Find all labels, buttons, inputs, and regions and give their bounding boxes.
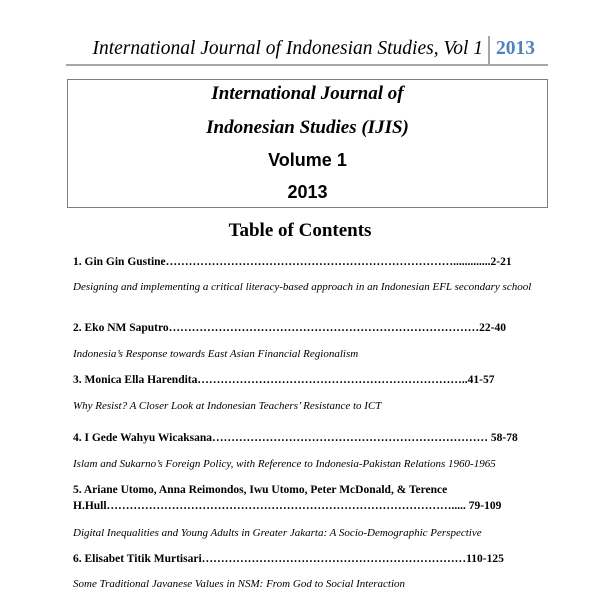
toc-entry-2: 2. Eko NM Saputro………………………………………………………………………22-40 [73, 322, 506, 334]
toc-entry-5-title: Digital Inequalities and Young Adults in Greater Jakarta: A Socio-Demographic Perspective [73, 527, 482, 539]
toc-entry-4: 4. I Gede Wahyu Wicaksana……………………………………………………………… 58-78 [73, 432, 518, 444]
toc-entry-4-title: Islam and Sukarno’s Foreign Policy, with Reference to Indonesia-Pakistan Relations 1960-1965 [73, 458, 496, 470]
header-rule [66, 64, 548, 66]
toc-entry-6-title: Some Traditional Javanese Values in NSM: From God to Social Interaction [73, 578, 405, 590]
toc-entry-1: 1. Gin Gin Gustine………………………………………………………………….............2-21 [73, 256, 512, 268]
toc-entry-1-title: Designing and implementing a critical literacy-based approach in an Indonesian EFL secondary school [73, 281, 532, 293]
toc-heading: Table of Contents [228, 220, 372, 241]
toc-entry-6: 6. Elisabet Titik Murtisari……………………………………………………………110-125 [73, 553, 504, 565]
journal-title-line1: International Journal of [211, 83, 404, 104]
running-header-title: International Journal of Indonesian Studies, Vol 1 [92, 38, 483, 59]
journal-title-box [67, 79, 548, 208]
journal-year: 2013 [287, 182, 328, 202]
journal-title-line2: Indonesian Studies (IJIS) [206, 117, 409, 138]
header-divider [488, 36, 490, 64]
toc-entry-3-title: Why Resist? A Closer Look at Indonesian Teachers’ Resistance to ICT [73, 400, 382, 412]
toc-entry-3: 3. Monica Ella Harendita……………………………………………………………..41-57 [73, 374, 495, 386]
toc-entry-2-title: Indonesia’s Response towards East Asian Financial Regionalism [73, 348, 359, 360]
journal-volume: Volume 1 [268, 150, 347, 170]
running-header-year: 2013 [496, 38, 535, 59]
toc-entry-5: 5. Ariane Utomo, Anna Reimondos, Iwu Utomo, Peter McDonald, & Terence H.Hull………………………………………………………………………………..... 79-109 [73, 484, 502, 512]
